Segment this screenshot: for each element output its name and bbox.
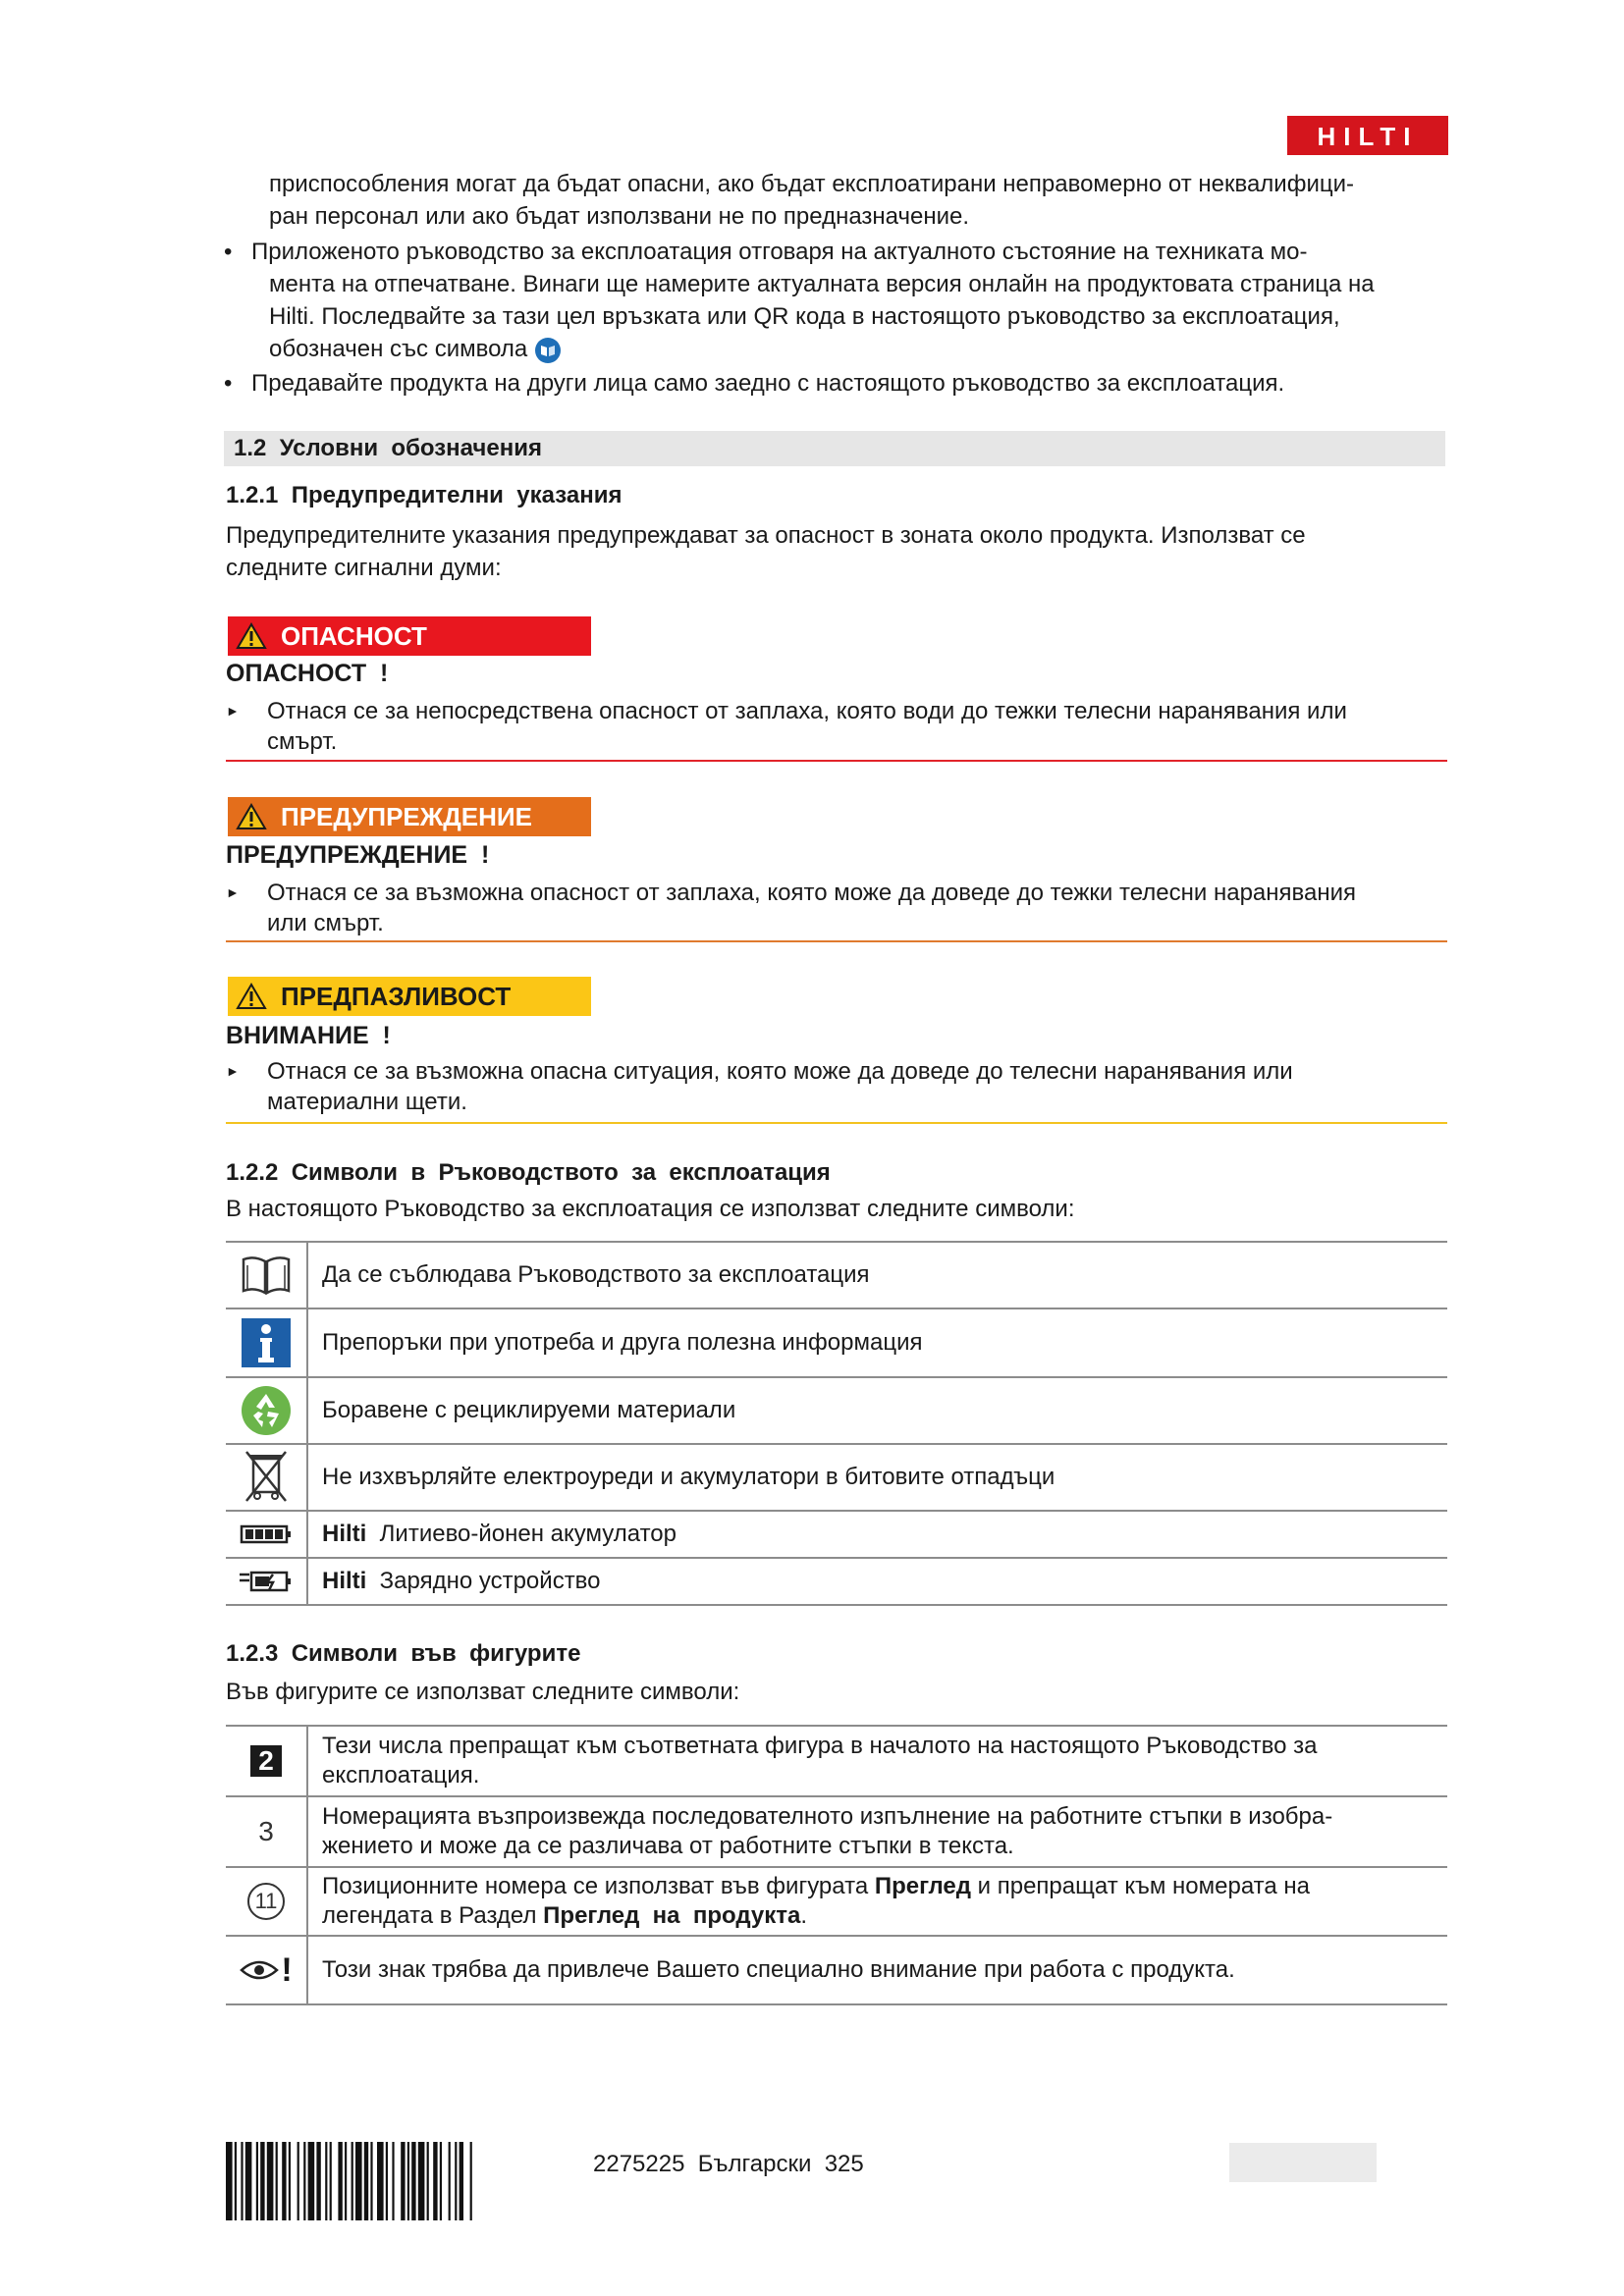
section-number: 1.2	[234, 435, 267, 461]
caution-rule	[226, 1122, 1447, 1124]
intro-paragraph	[269, 168, 1516, 233]
barcode-bar	[392, 2142, 394, 2220]
table-row	[226, 1242, 1447, 1308]
charger-icon	[238, 1569, 295, 1594]
description-line: жението и може да се различава от работните стъпки в текста.	[322, 1833, 1014, 1859]
description-line	[322, 1901, 1447, 1931]
barcode-bar	[256, 2142, 258, 2220]
barcode-bar	[460, 2142, 463, 2220]
symbol-description: Да се съблюдава Ръководството за експлоатация	[307, 1242, 1447, 1308]
hilti-logo	[1287, 116, 1448, 155]
description-line: Отнася се за непосредствена опасност от заплаха, която води до тежки телесни наранявания или	[267, 698, 1347, 724]
figure-number-box-icon	[250, 1745, 282, 1777]
barcode-bar	[245, 2142, 252, 2220]
barcode-bar	[330, 2142, 332, 2220]
text-part: и препращат към номерата на	[971, 1873, 1310, 1899]
barcode-bar	[298, 2142, 299, 2220]
warning-label-text: ПРЕДУПРЕЖДЕНИЕ	[281, 801, 532, 831]
text-part: Позиционните номера се използват във фигурата	[322, 1873, 875, 1899]
caution-description	[226, 1056, 1447, 1117]
symbol-cell	[226, 1558, 307, 1605]
barcode-bar	[226, 2142, 233, 2220]
barcode-bar	[449, 2142, 451, 2220]
symbol-description: Боравене с рециклируеми материали	[307, 1377, 1447, 1444]
barcode-bar	[401, 2142, 405, 2220]
barcode-image	[226, 2142, 560, 2220]
barcode-bar	[433, 2142, 437, 2220]
subsection-paragraph	[226, 519, 1473, 584]
barcode-bar	[316, 2142, 320, 2220]
symbol-cell	[226, 1511, 307, 1558]
caution-signal-word: ВНИМАНИЕ !	[226, 1022, 391, 1049]
description-line: Тези числа препращат към съответната фигура в началото на настоящото Ръководство за	[322, 1733, 1318, 1759]
symbol-cell	[226, 1242, 307, 1308]
online-manual-icon[interactable]	[534, 337, 562, 364]
barcode-bar	[260, 2142, 264, 2220]
barcode-bar	[370, 2142, 372, 2220]
subsection-heading: 1.2.2 Символи в Ръководството за експлоатация	[226, 1159, 831, 1186]
barcode-bar	[455, 2142, 457, 2220]
page-footer: 2275225 Български 325	[593, 2151, 864, 2177]
bullet-line-with-icon	[251, 333, 1516, 365]
warning-rule	[226, 940, 1447, 942]
subsection-intro: Във фигурите се използват следните символи:	[226, 1679, 740, 1705]
barcode-bar	[418, 2142, 425, 2220]
exclamation-mark: !	[281, 1950, 293, 1989]
symbol-description	[307, 1867, 1447, 1936]
intro-line: ран персонал или ако бъдат използвани не по предназначение.	[269, 203, 970, 230]
arrow-bullet: ►	[226, 1063, 240, 1079]
symbol-description	[307, 1726, 1447, 1796]
description-line: Отнася се за възможна опасна ситуация, която може да доведе до телесни наранявания или	[267, 1058, 1293, 1085]
barcode-bar	[470, 2142, 472, 2220]
symbol-text: Литиево-йонен акумулатор	[379, 1521, 677, 1547]
barcode-bar	[364, 2142, 368, 2220]
symbol-text: Зарядно устройство	[379, 1568, 601, 1594]
barcode-bar	[440, 2142, 442, 2220]
paragraph-line: следните сигнални думи:	[226, 555, 502, 581]
barcode-bar	[345, 2142, 347, 2220]
crossed-bin-icon	[244, 1449, 289, 1506]
bullet-line: Приложеното ръководство за експлоатация отговаря на актуалното състояние на техниката мо-	[251, 239, 1308, 265]
subsection-heading: 1.2.1 Предупредителни указания	[226, 482, 623, 508]
barcode-bar	[235, 2142, 237, 2220]
brand-name: Hilti	[322, 1568, 367, 1594]
barcode-bar	[377, 2142, 384, 2220]
table-row	[226, 1936, 1447, 2004]
barcode-bar	[241, 2142, 243, 2220]
warning-signal-word: ПРЕДУПРЕЖДЕНИЕ !	[226, 841, 490, 869]
description-line: смърт.	[267, 728, 338, 755]
position-number: 11	[254, 1889, 278, 1913]
barcode-bar	[386, 2142, 388, 2220]
subsection-heading: 1.2.3 Символи във фигурите	[226, 1640, 581, 1667]
barcode-bar	[276, 2142, 278, 2220]
arrow-bullet: ►	[226, 703, 240, 719]
bullet-mark: •	[224, 370, 233, 397]
barcode-bar	[303, 2142, 305, 2220]
bold-term: Преглед на продукта	[543, 1902, 801, 1929]
table-row	[226, 1511, 1447, 1558]
barcode-bar	[427, 2142, 429, 2220]
description-line: материални щети.	[267, 1089, 467, 1115]
info-icon	[242, 1318, 291, 1367]
description-line: Номерацията възпроизвежда последователното изпълнение на работните стъпки в изобра-	[322, 1803, 1333, 1830]
manual-book-icon	[240, 1254, 293, 1297]
figure-symbols-table	[226, 1725, 1447, 2005]
caution-label-text: ПРЕДПАЗЛИВОСТ	[281, 981, 512, 1011]
barcode-bar	[267, 2142, 274, 2220]
warning-label	[228, 797, 591, 836]
text-part: легендата в Раздел	[322, 1902, 544, 1929]
text-part: .	[800, 1902, 807, 1929]
bullet-item	[224, 236, 1516, 365]
brand-name: Hilti	[322, 1521, 367, 1547]
barcode-bar	[411, 2142, 415, 2220]
section-title-text: Условни обозначения	[279, 435, 542, 461]
table-row	[226, 1558, 1447, 1605]
bullet-line: мента на отпечатване. Винаги ще намерите актуалната версия онлайн на продуктовата страница на	[269, 271, 1375, 297]
description-line	[322, 1872, 1447, 1901]
barcode-bar	[355, 2142, 362, 2220]
symbol-description: Този знак трябва да привлече Вашето специално внимание при работа с продукта.	[307, 1936, 1447, 2004]
subsection-intro: В настоящото Ръководство за експлоатация се използват следните символи:	[226, 1196, 1075, 1222]
step-number: 3	[258, 1816, 274, 1846]
bullet-line: обозначен със символа	[269, 336, 528, 362]
logo-text: HILTI	[1317, 122, 1419, 151]
symbol-cell	[226, 1444, 307, 1511]
bullet-line: Hilti. Последвайте за тази цел връзката или QR кода в настоящото ръководство за експлоатация,	[269, 303, 1340, 330]
manual-symbols-table	[226, 1241, 1447, 1606]
symbol-cell	[226, 1377, 307, 1444]
symbol-cell	[226, 1867, 307, 1936]
symbol-description	[307, 1511, 1447, 1558]
danger-label-text: ОПАСНОСТ	[281, 620, 427, 651]
barcode-bar	[352, 2142, 353, 2220]
warning-description	[226, 878, 1447, 938]
bullet-item	[224, 367, 1516, 400]
intro-line: приспособления могат да бъдат опасни, ако бъдат експлоатирани неправомерно от неквалифици-	[269, 171, 1354, 197]
danger-description	[226, 696, 1447, 757]
symbol-cell	[226, 1796, 307, 1867]
symbol-description	[307, 1558, 1447, 1605]
description-line: или смърт.	[267, 910, 384, 936]
battery-icon	[240, 1523, 293, 1545]
description-line: Отнася се за възможна опасност от заплаха, която може да доведе до тежки телесни наранявания	[267, 880, 1356, 906]
barcode-bar	[289, 2142, 291, 2220]
bullet-text: Предавайте продукта на други лица само заедно с настоящото ръководство за експлоатация.	[251, 370, 1285, 397]
warning-triangle-icon	[236, 803, 267, 830]
symbol-cell	[226, 1936, 307, 2004]
position-number-circle-icon	[247, 1883, 285, 1920]
danger-rule	[226, 760, 1447, 762]
arrow-bullet: ►	[226, 884, 240, 900]
table-row	[226, 1726, 1447, 1796]
figure-number: 2	[258, 1745, 274, 1776]
warning-triangle-icon	[236, 622, 267, 650]
danger-signal-word: ОПАСНОСТ !	[226, 660, 389, 687]
bold-term: Преглед	[874, 1873, 971, 1899]
barcode-bar	[338, 2142, 342, 2220]
paragraph-line: Предупредителните указания предупреждават за опасност в зоната около продукта. Използват се	[226, 522, 1306, 549]
table-row	[226, 1377, 1447, 1444]
symbol-description	[307, 1796, 1447, 1867]
barcode-bar	[407, 2142, 409, 2220]
symbol-description: Не изхвърляйте електроуреди и акумулатори в битовите отпадъци	[307, 1444, 1447, 1511]
warning-triangle-icon	[236, 983, 267, 1010]
table-row	[226, 1867, 1447, 1936]
bullet-mark: •	[224, 239, 233, 265]
barcode-bar	[282, 2142, 286, 2220]
symbol-cell	[226, 1308, 307, 1377]
symbol-description: Препоръки при употреба и друга полезна информация	[307, 1308, 1447, 1377]
symbol-cell	[226, 1726, 307, 1796]
recycle-icon	[240, 1384, 293, 1437]
description-line: експлоатация.	[322, 1762, 480, 1789]
table-row	[226, 1444, 1447, 1511]
caution-label	[228, 977, 591, 1016]
barcode-bar	[325, 2142, 327, 2220]
danger-label	[228, 616, 591, 656]
table-row	[226, 1796, 1447, 1867]
footer-grey-box	[1229, 2143, 1377, 2182]
eye-attention-icon	[240, 1958, 279, 1982]
section-title	[234, 433, 542, 464]
barcode-bar	[308, 2142, 315, 2220]
table-row	[226, 1308, 1447, 1377]
